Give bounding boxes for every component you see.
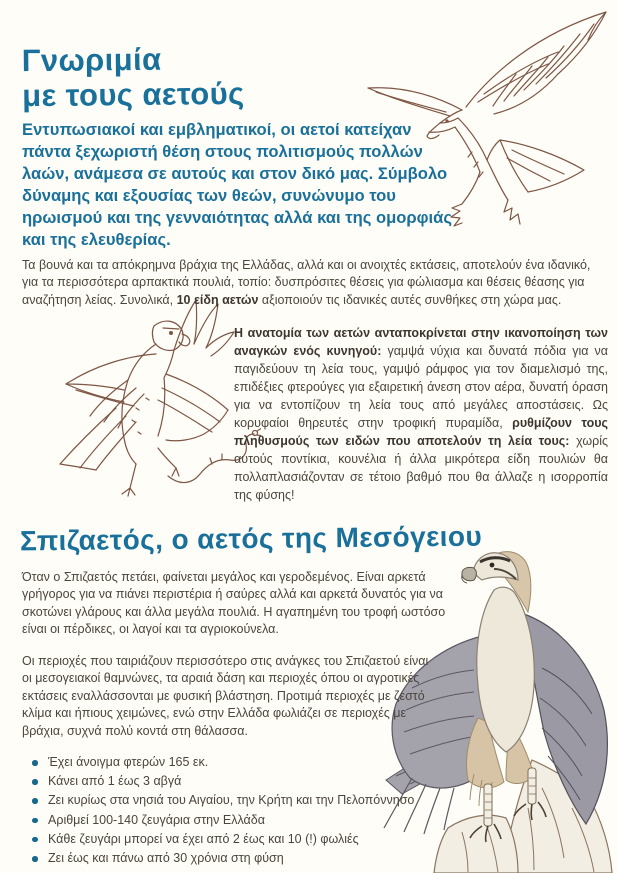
species-section-title: Σπιζαετός, ο αετός της Μεσόγειου bbox=[19, 520, 483, 557]
bullet-icon bbox=[32, 798, 38, 804]
fact-text: Κάθε ζευγάρι μπορεί να έχει από 2 έως και 10 (!) φωλιές bbox=[48, 831, 359, 846]
fact-item bbox=[30, 753, 460, 772]
bullet-icon bbox=[32, 818, 38, 824]
fact-text: Ζει έως και πάνω από 30 χρόνια στη φύση bbox=[48, 851, 284, 866]
intro-lead: Εντυπωσιακοί και εμβληματικοί, οι αετοί κατείχαν πάντα ξεχωριστή θέση στους πολιτισμούς πολλών λαών, ανάμεσα σε αυτούς και στον δικό μας. Σύμβολο δύναμης και εξουσίας των θεών, συνώνυμο του ηρωισμού και της γενναιότητας αλλά και της ομορφιάς και της ελευθερίας. bbox=[22, 119, 452, 249]
fact-item bbox=[30, 830, 460, 849]
fact-text: Ζει κυρίως στα νησιά του Αιγαίου, την Κρήτη και την Πελοπόννησο bbox=[48, 793, 415, 808]
bullet-icon bbox=[32, 837, 38, 843]
fact-item bbox=[30, 849, 460, 868]
fact-item bbox=[30, 811, 460, 830]
anatomy-paragraph bbox=[234, 324, 608, 504]
fact-text: Κάνει από 1 έως 3 αβγά bbox=[48, 774, 182, 789]
fact-text: Έχει άνοιγμα φτερών 165 εκ. bbox=[48, 755, 209, 769]
habitat-paragraph bbox=[22, 257, 600, 310]
anatomy-bold-2: ρυθμίζουν τους πληθυσμούς των ειδών που αποτελούν τη λεία τους: bbox=[234, 415, 608, 448]
bullet-icon bbox=[32, 856, 38, 862]
page-title bbox=[22, 42, 245, 114]
species-paragraph-2: Οι περιοχές που ταιριάζουν περισσότερο στις ανάγκες του Σπιζαετού είναι οι μεσογειακοί θαμνώνες, τα αραιά δάση και περιοχές όπου οι αγροτικές εκτάσεις εναλλάσσονται με φυσική βλάστηση. Προτιμά περιοχές με ζεστό κλίμα και ήπιους χειμώνες, ενώ στην Ελλάδα φωλιάζει σε περιοχές με βράχια, συχνά πολύ κοντά στη θάλασσα. bbox=[22, 653, 429, 738]
anatomy-text-1: γαμψά νύχια και δυνατά πόδια για να παγιδεύουν τη λεία τους, γαμψό ράμφος για τον διαμελισμό της, επιδέξιες φτερούγες για εξαιρετική άνεση στον αέρα, δυνατή όραση για να εντοπίζουν τη λεία τους από μεγάλες αποστάσεις. Ως κορυφαίοι θηρευτές στην τροφική πυραμίδα, bbox=[234, 343, 608, 430]
habitat-bold-count: 10 είδη αετών bbox=[176, 292, 259, 307]
habitat-text-2: αξιοποιούν τις ιδανικές αυτές συνθήκες στη χώρα μας. bbox=[258, 292, 562, 307]
page-title-line2: με τους αετούς bbox=[21, 75, 245, 113]
fact-text: Αριθμεί 100-140 ζευγάρια στην Ελλάδα bbox=[48, 812, 265, 827]
bullet-icon bbox=[32, 760, 38, 766]
species-paragraph-1: Όταν ο Σπιζαετός πετάει, φαίνεται μεγάλος και γεροδεμένος. Είναι αρκετά γρήγορος για να πιάνει περιστέρια ή σαύρες αλλά και αρκετά δυνατός για να σκοτώνει γλάρους και άλλα μεγάλα πουλιά. Η αγαπημένη του τροφή ωστόσο είναι οι πέρδικες, οι λαγοί και τα αγριοκούνελα. bbox=[22, 569, 446, 636]
eagle-with-snake-icon bbox=[16, 298, 261, 500]
fact-item bbox=[30, 772, 460, 791]
species-facts-list bbox=[30, 753, 460, 868]
fact-item bbox=[30, 791, 460, 810]
page-title-line1: Γνωριμία bbox=[21, 41, 162, 78]
bullet-icon bbox=[32, 779, 38, 785]
anatomy-text-2: χωρίς αυτούς ποντίκια, κουνέλια ή άλλα μικρότερα είδη πουλιών θα πολλαπλασιάζονταν σε τέτοιο βαθμό που θα άλλαζε η ισορροπία της φύσης! bbox=[234, 433, 609, 502]
habitat-text-1: Τα βουνά και τα απόκρημνα βράχια της Ελλάδας, αλλά και οι ανοιχτές εκτάσεις, αποτελούν ένα ιδανικό, για τα περισσότερα αρπακτικά πουλιά, τοπίο: δυσπρόσιτες θέσεις για φώλιασμα και θέσεις θέασης για αναζήτηση λείας. Συνολικά, bbox=[22, 257, 591, 307]
anatomy-bold-1: Η ανατομία των αετών ανταποκρίνεται στην ικανοποίηση των αναγκών ενός κυνηγού: bbox=[234, 325, 608, 358]
